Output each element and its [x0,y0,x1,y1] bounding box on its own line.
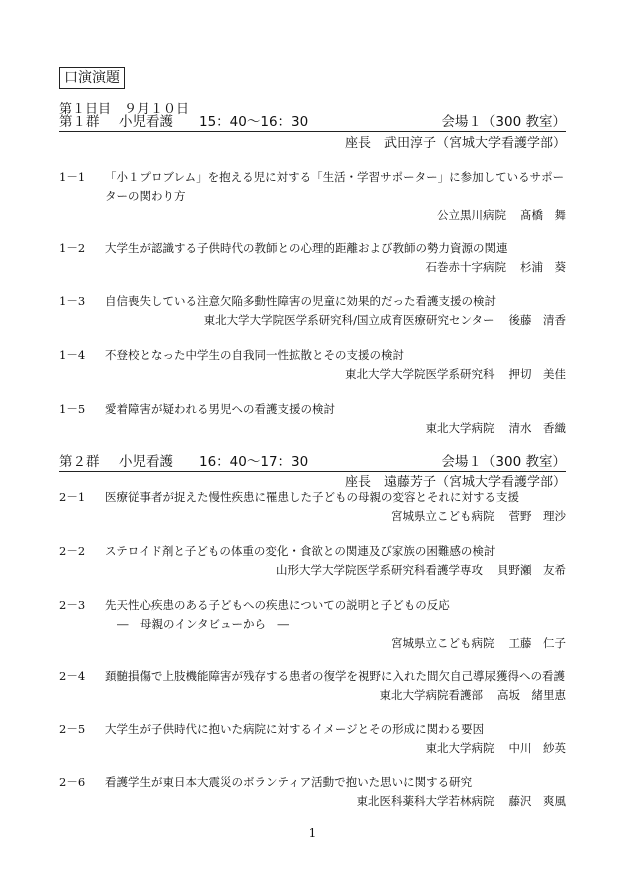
entry-author: 後藤 清香 [508,313,566,327]
entry-title: 頚髄損傷で上肢機能障害が残存する患者の復学を視野に入れた間欠自己導尿獲得への看護 [105,669,565,683]
entry-affiliation: 山形大学大学院医学系研究科看護学専攻 [276,563,483,577]
entry-title: 医療従事者が捉えた慢性疾患に罹患した子どもの母親の変容とそれに対する支援 [105,490,519,504]
group-room: 会場１（300 教室） [441,454,566,470]
entry-title: ステロイド剤と子どもの体重の変化・食欲との関連及び家族の困難感の検討 [105,544,496,558]
list-item [59,239,566,277]
list-item [59,292,566,330]
list-item [59,667,566,705]
list-item [59,542,566,580]
entry-title: 看護学生が東日本大震災のボランティア活動で抱いた思いに関する研究 [105,775,473,789]
entry-number: 2－3 [59,598,86,612]
group-name: 第１群 [59,114,100,130]
group-room: 会場１（300 教室） [441,114,566,130]
entry-affiliation: 東北大学大学院医学系研究科 [345,367,495,381]
day-label: 第１日目 ９月１０日 [59,102,190,117]
entry-title: 先天性心疾患のある子どもへの疾患についての説明と子どもの反応 [105,598,450,612]
entry-affiliation: 公立黒川病院 [437,208,506,222]
list-item [59,346,566,384]
group-topic: 小児看護 [119,114,173,130]
group-chair: 座長 遠藤芳子（宮城大学看護学部） [344,475,566,490]
entry-title: 大学生が子供時代に抱いた病院に対するイメージとその形成に関わる要因 [105,722,485,736]
entry-number: 1－1 [59,170,86,184]
entry-title-continued: ターの関わり方 [105,189,186,203]
entry-number: 2－4 [59,669,86,683]
entry-number: 1－2 [59,241,86,255]
section-label: 口演演題 [59,67,125,89]
entry-author: 菅野 理沙 [508,509,566,523]
entry-number: 1－5 [59,402,86,416]
list-item [59,773,566,811]
entry-affiliation: 東北大学大学院医学系研究科/国立成育医療研究センター [203,313,495,327]
group-time: 16：40～17：30 [199,454,309,470]
entry-author: 中川 紗英 [508,741,566,755]
page-number: 1 [308,826,317,840]
list-item [59,596,566,653]
group-time: 15：40～16：30 [199,114,309,130]
entry-author: 押切 美佳 [508,367,566,381]
group-name: 第２群 [59,454,100,470]
list-item [59,488,566,526]
group-header [59,454,566,472]
entry-author: 藤沢 爽風 [508,794,566,808]
entry-title: 「小１プロブレム」を抱える児に対する「生活・学習サポーター」に参加しているサポー [105,170,565,184]
entry-title: 愛着障害が疑われる男児への看護支援の検討 [105,402,335,416]
group-header [59,114,566,132]
entry-author: 貝野瀬 友希 [497,563,566,577]
entry-author: 髙橋 舞 [520,208,566,222]
entry-author: 杉浦 葵 [520,260,566,274]
entry-affiliation: 宮城県立こども病院 [391,509,495,523]
list-item [59,720,566,758]
entry-author: 高坂 緒里恵 [497,688,566,702]
group-topic: 小児看護 [119,454,173,470]
entry-title: 大学生が認識する子供時代の教師との心理的距離および教師の勢力資源の関連 [105,241,508,255]
entry-number: 2－6 [59,775,86,789]
list-item [59,168,566,225]
entry-title: 自信喪失している注意欠陥多動性障害の児童に効果的だった看護支援の検討 [105,294,496,308]
entry-number: 1－3 [59,294,86,308]
entry-number: 2－5 [59,722,86,736]
entry-affiliation: 石巻赤十字病院 [425,260,506,274]
entry-affiliation: 東北大学病院 [425,421,495,435]
entry-title: 不登校となった中学生の自我同一性拡散とその支援の検討 [105,348,404,362]
entry-affiliation: 東北大学病院 [425,741,495,755]
entry-author: 工藤 仁子 [508,636,566,650]
entry-number: 2－2 [59,544,86,558]
entry-affiliation: 東北大学病院看護部 [379,688,483,702]
group-chair: 座長 武田淳子（宮城大学看護学部） [344,136,566,151]
entry-number: 1－4 [59,348,86,362]
entry-affiliation: 宮城県立こども病院 [391,636,495,650]
entry-number: 2－1 [59,490,86,504]
list-item [59,400,566,438]
entry-subtitle: ― 母親のインタビューから ― [117,617,290,631]
entry-author: 清水 香織 [508,421,566,435]
entry-affiliation: 東北医科薬科大学若林病院 [356,794,495,808]
